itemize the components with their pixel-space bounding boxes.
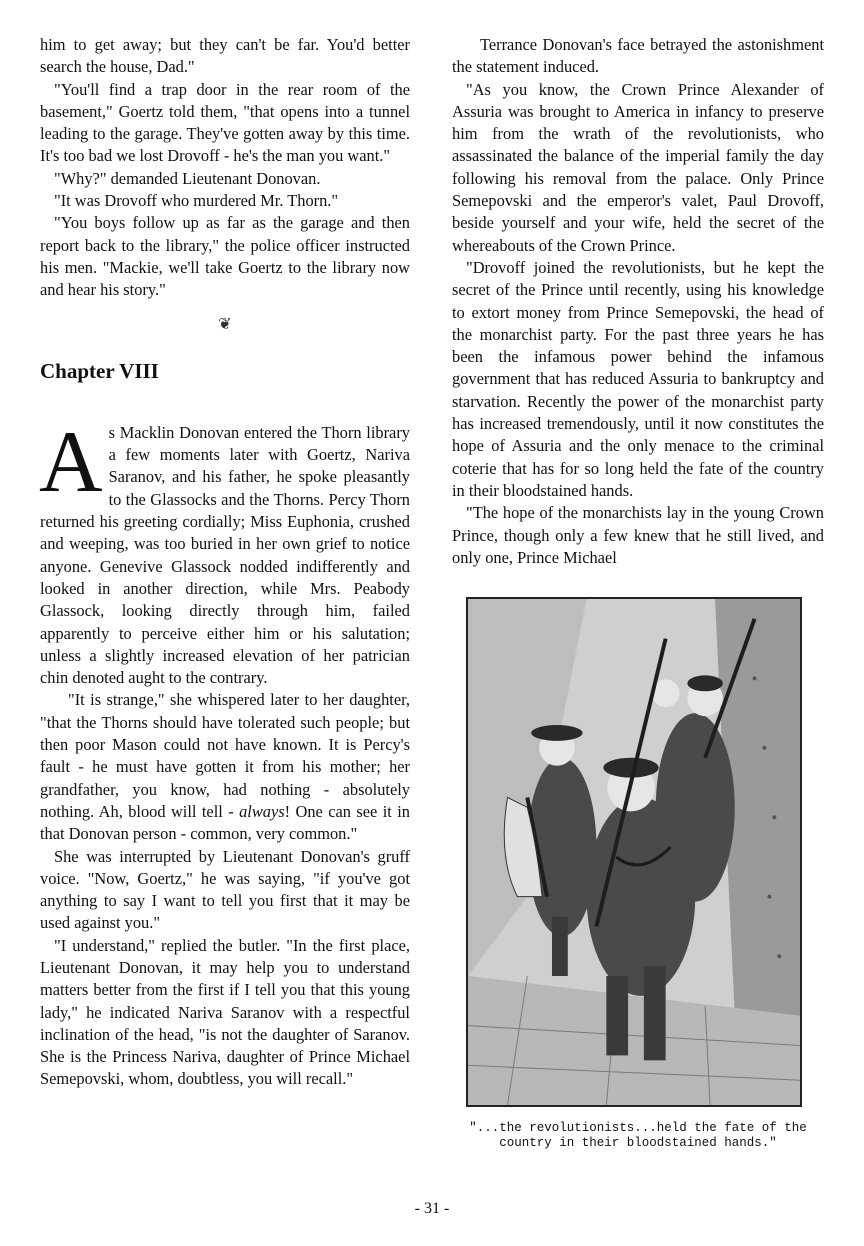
paragraph: him to get away; but they can't be far. You'd better search the house, Dad." <box>40 35 410 77</box>
chapter-opening-paragraph <box>39 413 410 690</box>
chapter-title: Chapter VIII <box>40 358 159 383</box>
paragraph: "It was Drovoff who murdered Mr. Thorn." <box>54 191 339 211</box>
paragraph: "I understand," replied the butler. "In the first place, Lieutenant Donovan, it may help you to understand matters better from the first if I tell you that this young lady," he indicated Nariva Saranov with a respectful inclination of the head, "is not the daughter of Saranov. She is the Princess Nariva, daughter of Prince Michael Semepovski, whom, doubtless, you will recall." <box>40 935 410 1089</box>
page-number: - 31 - <box>414 1200 450 1217</box>
left-column <box>40 34 410 1091</box>
paragraph: Terrance Donovan's face betrayed the astonishment the statement induced. <box>452 35 824 77</box>
section-ornament: ❦ <box>218 315 232 333</box>
text-run: "It is strange," she whispered later to her daughter, "that the Thorns should have tolerated such people; but then poor Mason could not have known. It is Percy's fault - he must have gotten it from his mother; her grandfather, you know, had nothing - absolutely nothing. Ah, blood will tell - <box>40 690 410 821</box>
paragraph: "Drovoff joined the revolutionists, but he kept the secret of the Prince until recently, using his knowledge to extort money from Prince Semepovski, the head of the monarchist party. For the past three years he has been the infamous power behind the infamous government that has reduced Assuria to bankruptcy and starvation. Recently the power of the monarchist party has increased tremendously, until it now constitutes the hope of Assuria and the only menace to the criminal coterie that has for so long held the fate of the country in their bloodstained hands. <box>452 257 824 500</box>
text-run: ! One can see it in that Donovan person - common, very common." <box>40 801 410 844</box>
drop-cap: A <box>39 413 103 511</box>
illustration-drawing <box>468 599 800 1105</box>
illustration-caption: "...the revolutionists...held the fate of the country in their bloodstained hands." <box>469 1121 807 1150</box>
paragraph: "The hope of the monarchists lay in the young Crown Prince, though only a few knew that he still lived, and only one, Prince Michael <box>452 503 824 567</box>
paragraph: She was interrupted by Lieutenant Donovan's gruff voice. "Now, Goertz," he was saying, "if you've got anything to say I want to tell you first that it may be used against you." <box>40 846 410 933</box>
paragraph <box>40 689 410 845</box>
opening-text: s Macklin Donovan entered the Thorn library a few moments later with Goertz, Nariva Saranov, and his father, he spoke pleasantly to the Glassocks and the Thorns. Percy Thorn returned his greeting cordially; Miss Euphonia, crushed and weeping, was too buried in her own grief to notice anyone. Genevive Glassock nodded indifferently and looked in another direction, while Mrs. Peabody Glassock, looking directly through him, failed apparently to perceive either him or his salutation; unless a slightly increased elevation of her patrician chin denoted aught to the contrary. <box>40 422 410 688</box>
emphasis-text: always <box>239 801 285 821</box>
paragraph: "Why?" demanded Lieutenant Donovan. <box>54 168 321 188</box>
paragraph: "You'll find a trap door in the rear room of the basement," Goertz told them, "that opens into a tunnel leading to the garage. They've gotten away by this time. It's too bad we lost Drovoff - he's the man you want." <box>40 79 410 166</box>
paragraph: "As you know, the Crown Prince Alexander of Assuria was brought to America in infancy to preserve him from the wrath of the revolutionists, who assassinated the balance of the imperial family the day following his removal from the palace. Only Prince Semepovski and the emperor's valet, Paul Drovoff, beside yourself and your wife, held the secret of the whereabouts of the Crown Prince. <box>452 79 824 255</box>
right-column <box>452 34 824 569</box>
paragraph: "You boys follow up as far as the garage and then report back to the library," the police officer instructed his men. "Mackie, we'll take Goertz to the library now and hear his story." <box>40 213 410 300</box>
illustration-revolutionists <box>466 597 802 1107</box>
